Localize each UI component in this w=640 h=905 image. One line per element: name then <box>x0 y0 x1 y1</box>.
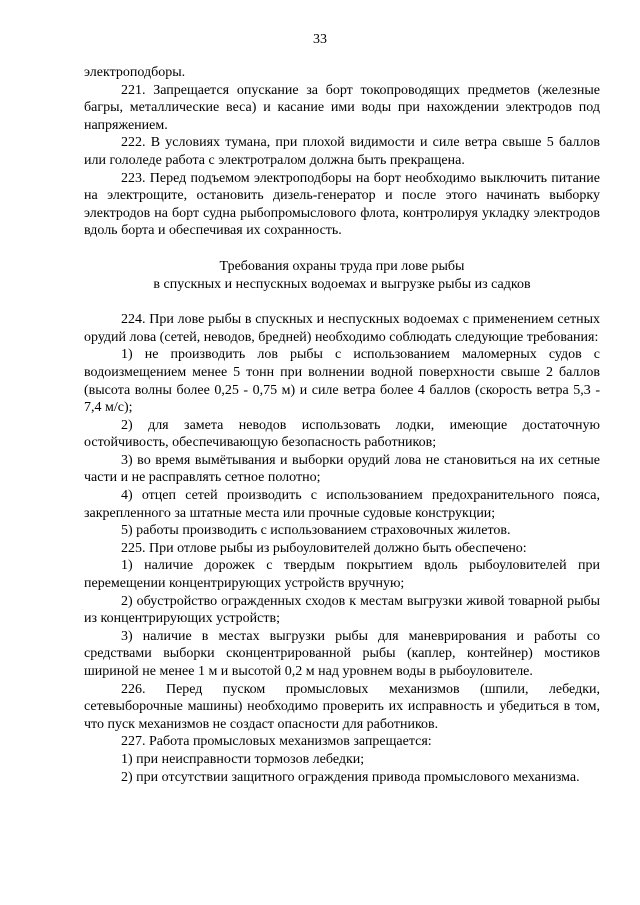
paragraph-223: 223. Перед подъемом электроподборы на борт необходимо выключить питание на электрощите, остановить дизель-генератор и после этого начинать выборку электродов на борт судна рыбопромыслового флота, контролируя укладку электродов вдоль борта и обеспечивая их сохранность. <box>84 170 600 239</box>
paragraph-224-item-1: 1) не производить лов рыбы с использованием маломерных судов с водоизмещением менее 5 тонн при волнении водной поверхности свыше 2 баллов (высота волны более 0,25 - 0,75 м) и силе ветра более 4 баллов (скорость ветра 5,3 - 7,4 м/с); <box>84 347 600 416</box>
paragraph-227-item-1: 1) при неисправности тормозов лебедки; <box>121 751 365 767</box>
paragraph-225-item-2: 2) обустройство огражденных сходов к местам выгрузки живой товарной рыбы из концентрирующих устройств; <box>84 593 600 627</box>
paragraph-224: 224. При лове рыбы в спускных и неспускных водоемах с применением сетных орудий лова (сетей, неводов, бредней) необходимо соблюдать следующие требования: <box>84 312 600 345</box>
paragraph-225-item-3: 3) наличие в местах выгрузки рыбы для маневрирования и работы со средствами выборки сконцентрированной рыбы (каплер, контейнер) мостиков шириной не менее 1 м и высотой 0,2 м над уровнем воды в рыбоуловителе. <box>84 628 600 679</box>
paragraph-225: 225. При отлове рыбы из рыбоуловителей должно быть обеспечено: <box>121 540 527 556</box>
paragraph-continuation: электроподборы. <box>84 65 186 80</box>
document-body <box>84 64 600 786</box>
paragraph-224-item-3: 3) во время вымётывания и выборки орудий лова не становиться на их сетные части и не расправлять сетное полотно; <box>84 452 600 486</box>
paragraph-224-item-4: 4) отцеп сетей производить с использованием предохранительного пояса, закрепленного за штатные места или прочные судовые конструкции; <box>84 488 600 521</box>
paragraph-224-item-5: 5) работы производить с использованием страховочных жилетов. <box>121 523 511 539</box>
paragraph-226: 226. Перед пуском промысловых механизмов (шпили, лебедки, сетевыборочные машины) необходимо проверить их исправность и убедиться в том, что пуск механизмов не создаст опасности для работников. <box>84 681 600 732</box>
section-heading-line-1: Требования охраны труда при лове рыбы <box>219 258 465 274</box>
page-number: 33 <box>313 32 327 47</box>
paragraph-227: 227. Работа промысловых механизмов запрещается: <box>121 734 432 750</box>
section-heading-line-2: в спускных и неспускных водоемах и выгрузке рыбы из садков <box>153 276 531 292</box>
paragraph-224-item-2: 2) для замета неводов использовать лодки, имеющие достаточную остойчивость, обеспечивающую безопасность работников; <box>84 417 600 451</box>
paragraph-222: 222. В условиях тумана, при плохой видимости и силе ветра свыше 5 баллов или гололеде работа с электротралом должна быть прекращена. <box>84 135 600 168</box>
paragraph-227-item-2: 2) при отсутствии защитного ограждения привода промыслового механизма. <box>121 769 580 785</box>
paragraph-221: 221. Запрещается опускание за борт токопроводящих предметов (железные багры, металлические веса) и касание ими воды при нахождении электродов под напряжением. <box>84 82 600 133</box>
section-heading <box>84 258 600 293</box>
paragraph-225-item-1: 1) наличие дорожек с твердым покрытием вдоль рыбоуловителей при перемещении концентрирующих устройств вручную; <box>84 558 600 592</box>
